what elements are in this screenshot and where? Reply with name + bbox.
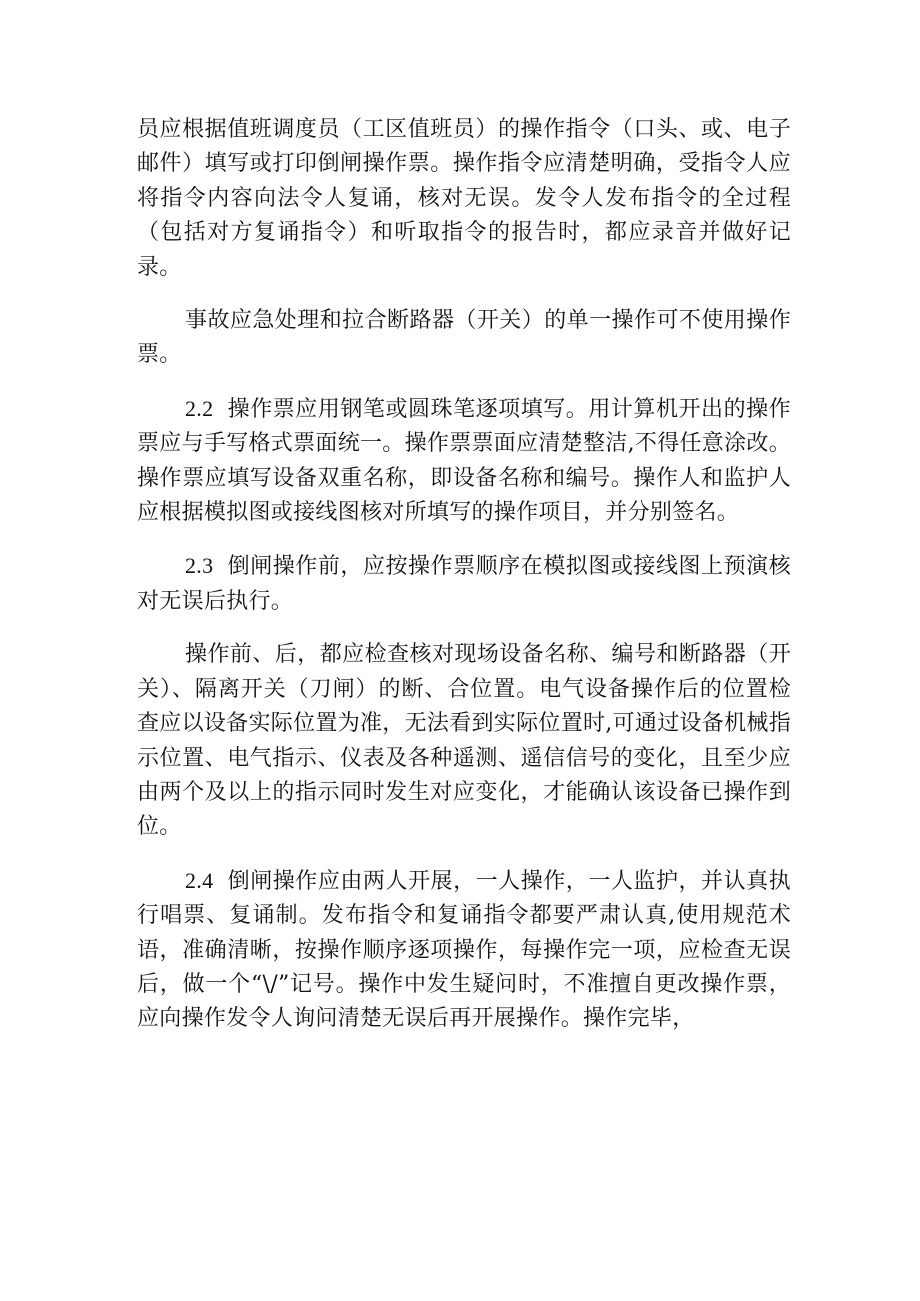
paragraph-text: 倒闸操作前，应按操作票顺序在模拟图或接线图上预演核对无误后执行。 (137, 554, 791, 614)
paragraph-text: 操作票应用钢笔或圆珠笔逐项填写。用计算机开出的操作票应与手写格式票面统一。操作票票面应清楚整洁,不得任意涂改。操作票应填写设备双重名称，即设备名称和编号。操作人和监护人应根据模拟图或接线图核对所填写的操作项目，并分别签名。 (137, 396, 791, 526)
paragraph-emergency-exception (137, 304, 791, 373)
paragraph-dispatch-instructions (137, 113, 791, 285)
paragraph-text: 事故应急处理和拉合断路器（开关）的单一操作可不使用操作票。 (137, 308, 791, 368)
paragraph-text: 倒闸操作应由两人开展，一人操作，一人监护，并认真执行唱票、复诵制。发布指令和复诵指令都要严肃认真,使用规范术语，准确清晰，按操作顺序逐项操作，每操作完一项，应检查无误后，做一个“\/”记号。操作中发生疑问时，不准擅自更改操作票，应向操作发令人询问清楚无误后再开展操作。操作完毕， (137, 868, 791, 1032)
section-number: 2.4 (185, 867, 214, 893)
paragraph-section-2-4 (137, 864, 791, 1037)
paragraph-section-2-2 (137, 392, 791, 531)
section-number: 2.3 (185, 553, 214, 579)
paragraph-text: 员应根据值班调度员（工区值班员）的操作指令（口头、或、电子邮件）填写或打印倒闸操作票。操作指令应清楚明确，受指令人应将指令内容向法令人复诵，核对无误。发令人发布指令的全过程（包括对方复诵指令）和听取指令的报告时，都应录音并做好记录。 (137, 117, 791, 280)
section-number: 2.2 (185, 395, 214, 421)
document-body (137, 113, 791, 1056)
paragraph-position-check (137, 638, 791, 844)
paragraph-section-2-3 (137, 549, 791, 619)
paragraph-text: 操作前、后，都应检查核对现场设备名称、编号和断路器（开关）、隔离开关（刀闸）的断、合位置。电气设备操作后的位置检查应以设备实际位置为准，无法看到实际位置时,可通过设备机械指示位置、电气指示、仪表及各种遥测、遥信信号的变化，且至少应由两个及以上的指示同时发生对应变化，才能确认该设备已操作到位。 (137, 642, 791, 840)
